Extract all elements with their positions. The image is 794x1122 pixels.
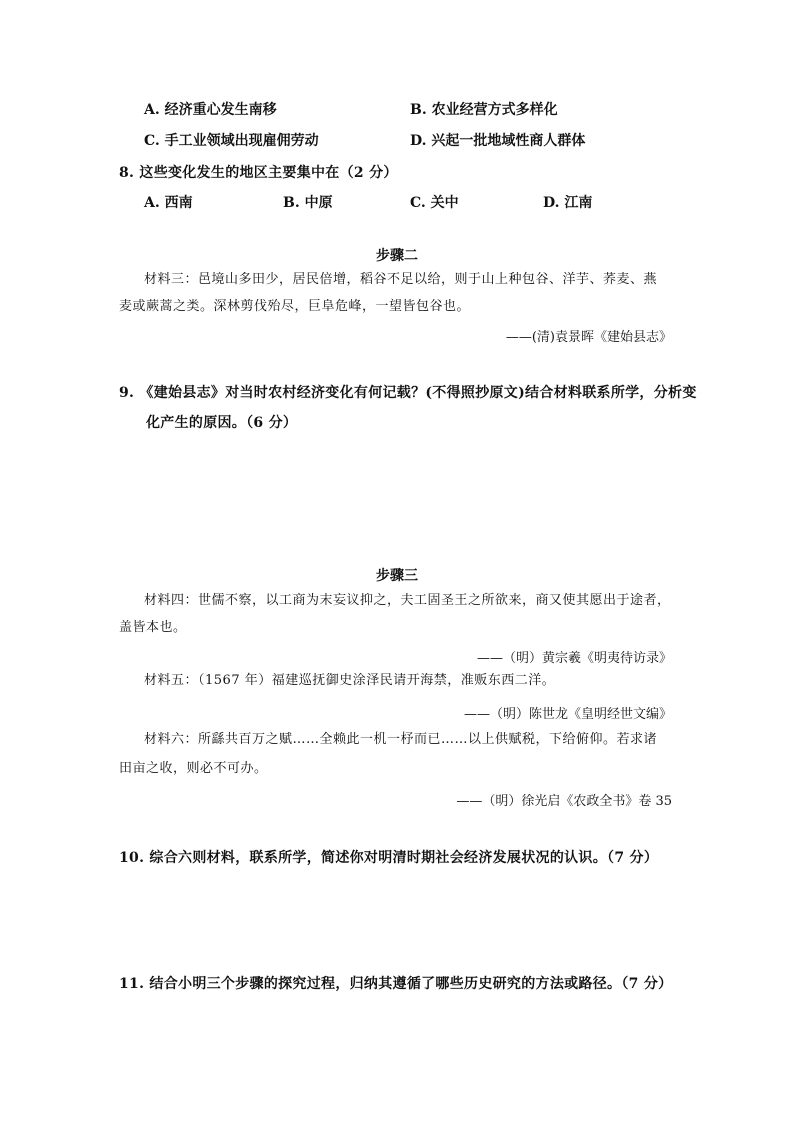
q8-stem: 8. 这些变化发生的地区主要集中在（2 分）: [119, 165, 398, 181]
material5-source: ——（明）陈世龙《皇明经世文编》: [463, 707, 672, 722]
material6-source: ——（明）徐光启《农政全书》卷 35: [456, 794, 672, 809]
material6-line2: 田亩之收，则必不可办。: [119, 761, 268, 776]
q9-line2: 化产生的原因。（6 分）: [146, 415, 298, 431]
material6-line1: 材料六：所繇共百万之赋……全赖此一机一杼而已……以上供赋税，下给俯仰。若求诸: [144, 732, 658, 747]
material3-line2: 麦或蕨蒿之类。深林剪伐殆尽，巨阜危峰，一望皆包谷也。: [119, 299, 471, 314]
q8-option-d: D. 江南: [543, 195, 593, 211]
q8-option-c: C. 关中: [410, 195, 459, 211]
q10-stem: 10. 综合六则材料，联系所学，简述你对明清时期社会经济发展状况的认识。（7 分）: [119, 850, 659, 866]
q8-option-a: A. 西南: [144, 195, 193, 211]
q9-line1: 9. 《建始县志》对当时农村经济变化有何记载？(不得照抄原文)结合材料联系所学，分析变: [119, 385, 697, 401]
material5-line1: 材料五：（1567 年）福建巡抚御史涂泽民请开海禁，准贩东西二洋。: [144, 673, 556, 688]
material4-source: ——（明）黄宗羲《明夷待访录》: [476, 651, 672, 666]
step3-heading: 步骤三: [376, 568, 418, 584]
q7-option-c: C. 手工业领域出现雇佣劳动: [144, 133, 319, 149]
material3-line1: 材料三：邑境山多田少，居民倍增，稻谷不足以给，则于山上种包谷、洋芋、荞麦、燕: [144, 272, 658, 287]
q7-option-b: B. 农业经营方式多样化: [410, 102, 558, 118]
material4-line2: 盖皆本也。: [119, 620, 187, 635]
material4-line1: 材料四：世儒不察，以工商为末妄议抑之，夫工固圣王之所欲来，商又使其愿出于途者，: [144, 593, 671, 608]
q11-stem: 11. 结合小明三个步骤的探究过程，归纳其遵循了哪些历史研究的方法或路径。（7 分）: [119, 976, 673, 992]
q7-option-d: D. 兴起一批地域性商人群体: [410, 133, 586, 149]
step2-heading: 步骤二: [376, 248, 418, 264]
q7-option-a: A. 经济重心发生南移: [144, 102, 277, 118]
material3-source: ——(清)袁景晖《建始县志》: [505, 330, 672, 345]
q8-option-b: B. 中原: [283, 195, 333, 211]
